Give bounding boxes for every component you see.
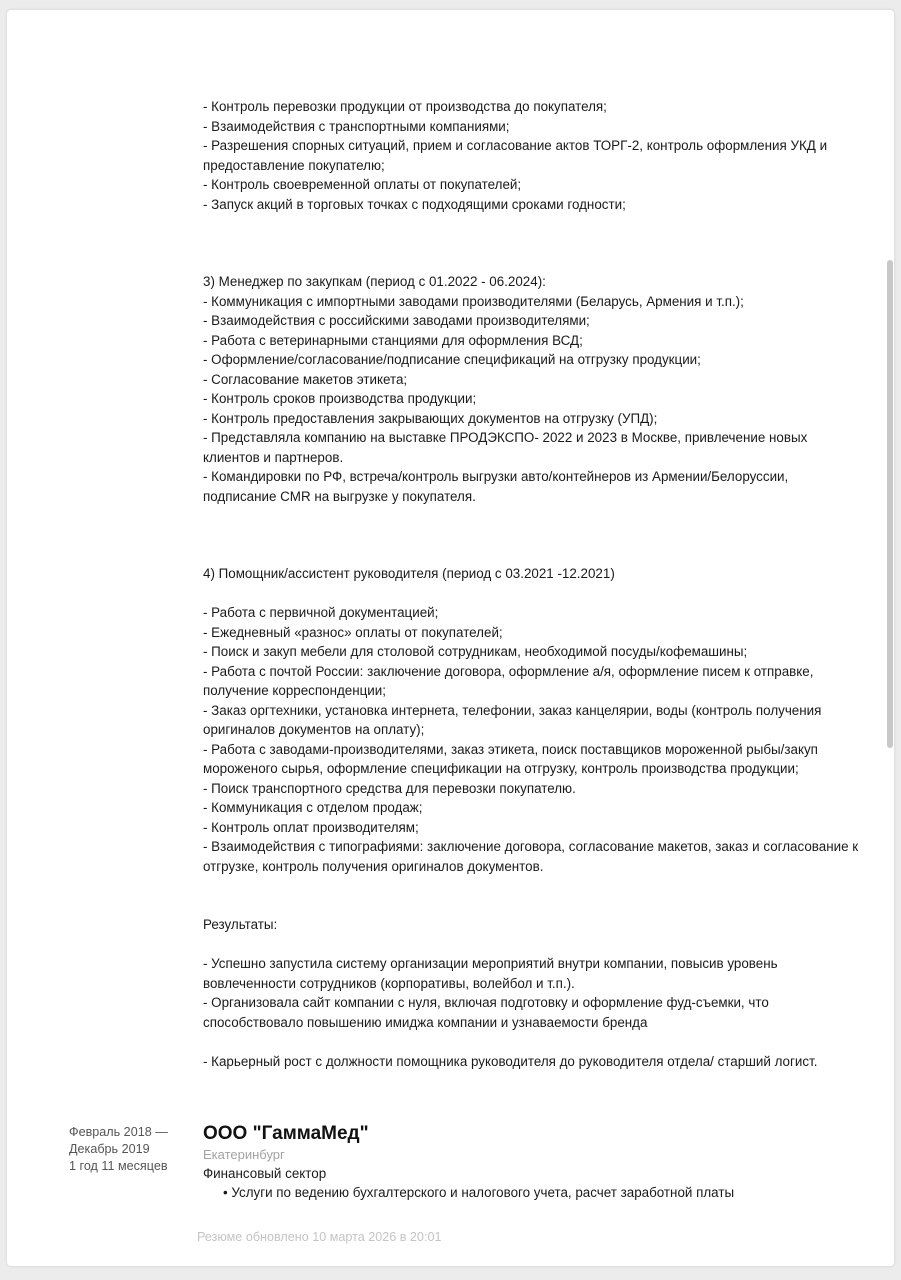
text-line: - Работа с первичной документацией; (203, 605, 439, 620)
period-start: Февраль 2018 — (69, 1125, 168, 1139)
period-duration: 1 год 11 месяцев (69, 1159, 168, 1173)
experience-company (203, 1122, 843, 1202)
text-line: - Согласование макетов этикета; (203, 371, 408, 387)
section-results (203, 915, 863, 1071)
section-title: 4) Помощник/ассистент руководителя (период с 03.2021 -12.2021) (203, 566, 615, 581)
resume-content (203, 97, 863, 1071)
text-line: - Работа с заводами-производителями, заказ этикета, поиск поставщиков мороженной рыбы/закуп мороженого сырья, оформление спецификации на отгрузку, контроль производства продукции; (203, 741, 818, 776)
company-city: Екатеринбург (203, 1147, 285, 1162)
text-line: - Работа с ветеринарными станциями для оформления ВСД; (203, 332, 583, 348)
text-line: - Командировки по РФ, встреча/контроль выгрузки авто/контейнеров из Армении/Белоруссии, подписание CMR на выгрузке у покупателя. (203, 469, 789, 504)
text-line: - Работа с почтой России: заключение договора, оформление а/я, оформление писем к отправке, получение корреспонденции; (203, 663, 814, 698)
section-assistant (203, 564, 863, 876)
section-title: 3) Менеджер по закупкам (период с 01.2022 - 06.2024): (203, 274, 546, 289)
company-sector: Финансовый сектор (203, 1166, 327, 1181)
text-line: - Коммуникация с отделом продаж; (203, 800, 423, 815)
period-end: Декабрь 2019 (69, 1142, 150, 1156)
text-line: - Поиск и закуп мебели для столовой сотрудникам, необходимой посуды/кофемашины; (203, 644, 748, 659)
text-line: - Коммуникация с импортными заводами производителями (Беларусь, Армения и т.п.); (203, 293, 744, 309)
section-title: Результаты: (203, 917, 278, 932)
experience-period (69, 1124, 168, 1175)
scrollbar-thumb[interactable] (887, 260, 893, 748)
sector-item: • Услуги по ведению бухгалтерского и налогового учета, расчет заработной платы (223, 1185, 735, 1200)
text-line: - Разрешения спорных ситуаций, прием и согласование актов ТОРГ-2, контроль оформления УКД и предоставление покупателю; (203, 138, 828, 173)
text-line: - Взаимодействия с транспортными компаниями; (203, 118, 510, 134)
resume-page (7, 10, 894, 1266)
section-purchasing-manager (203, 272, 863, 506)
text-line: - Карьерный рост с должности помощника руководителя до руководителя отдела/ старший логист. (203, 1053, 818, 1069)
text-line: - Контроль предоставления закрывающих документов на отгрузку (УПД); (203, 410, 658, 426)
text-line: - Контроль перевозки продукции от производства до покупателя; (203, 99, 607, 114)
text-line: - Оформление/согласование/подписание спецификаций на отгрузку продукции; (203, 352, 701, 367)
text-line: - Успешно запустила систему организации мероприятий внутри компании, повысив уровень вовлеченности сотрудников (корпоративы, волейбол и т.п.). (203, 956, 778, 991)
text-line: - Представляла компанию на выставке ПРОДЭКСПО- 2022 и 2023 в Москве, привлечение новых клиентов и партнеров. (203, 430, 808, 465)
text-line: - Контроль своевременной оплаты от покупателей; (203, 177, 522, 192)
resume-updated-date: Резюме обновлено 10 марта 2026 в 20:01 (197, 1230, 442, 1244)
text-line: - Ежедневный «разнос» оплаты от покупателей; (203, 624, 503, 640)
section-intro (203, 97, 863, 214)
company-name: ООО "ГаммаМед" (203, 1123, 369, 1144)
text-line: - Поиск транспортного средства для перевозки покупателю. (203, 780, 576, 796)
text-line: - Контроль оплат производителям; (203, 819, 419, 835)
text-line: - Заказ оргтехники, установка интернета, телефонии, заказ канцелярии, воды (контроль получения оригиналов документов на оплату); (203, 702, 822, 737)
scrollbar[interactable] (885, 10, 894, 1266)
text-line: - Взаимодействия с типографиями: заключение договора, согласование макетов, заказ и согласование к отгрузке, контроль получения оригиналов документов. (203, 839, 859, 874)
text-line: - Взаимодействия с российскими заводами производителями; (203, 313, 590, 328)
text-line: - Запуск акций в торговых точках с подходящими сроками годности; (203, 196, 626, 212)
text-line: - Организовала сайт компании с нуля, включая подготовку и оформление фуд-съемки, что способствовало повышению имиджа компании и узнаваемости бренда (203, 995, 769, 1030)
text-line: - Контроль сроков производства продукции; (203, 391, 477, 406)
